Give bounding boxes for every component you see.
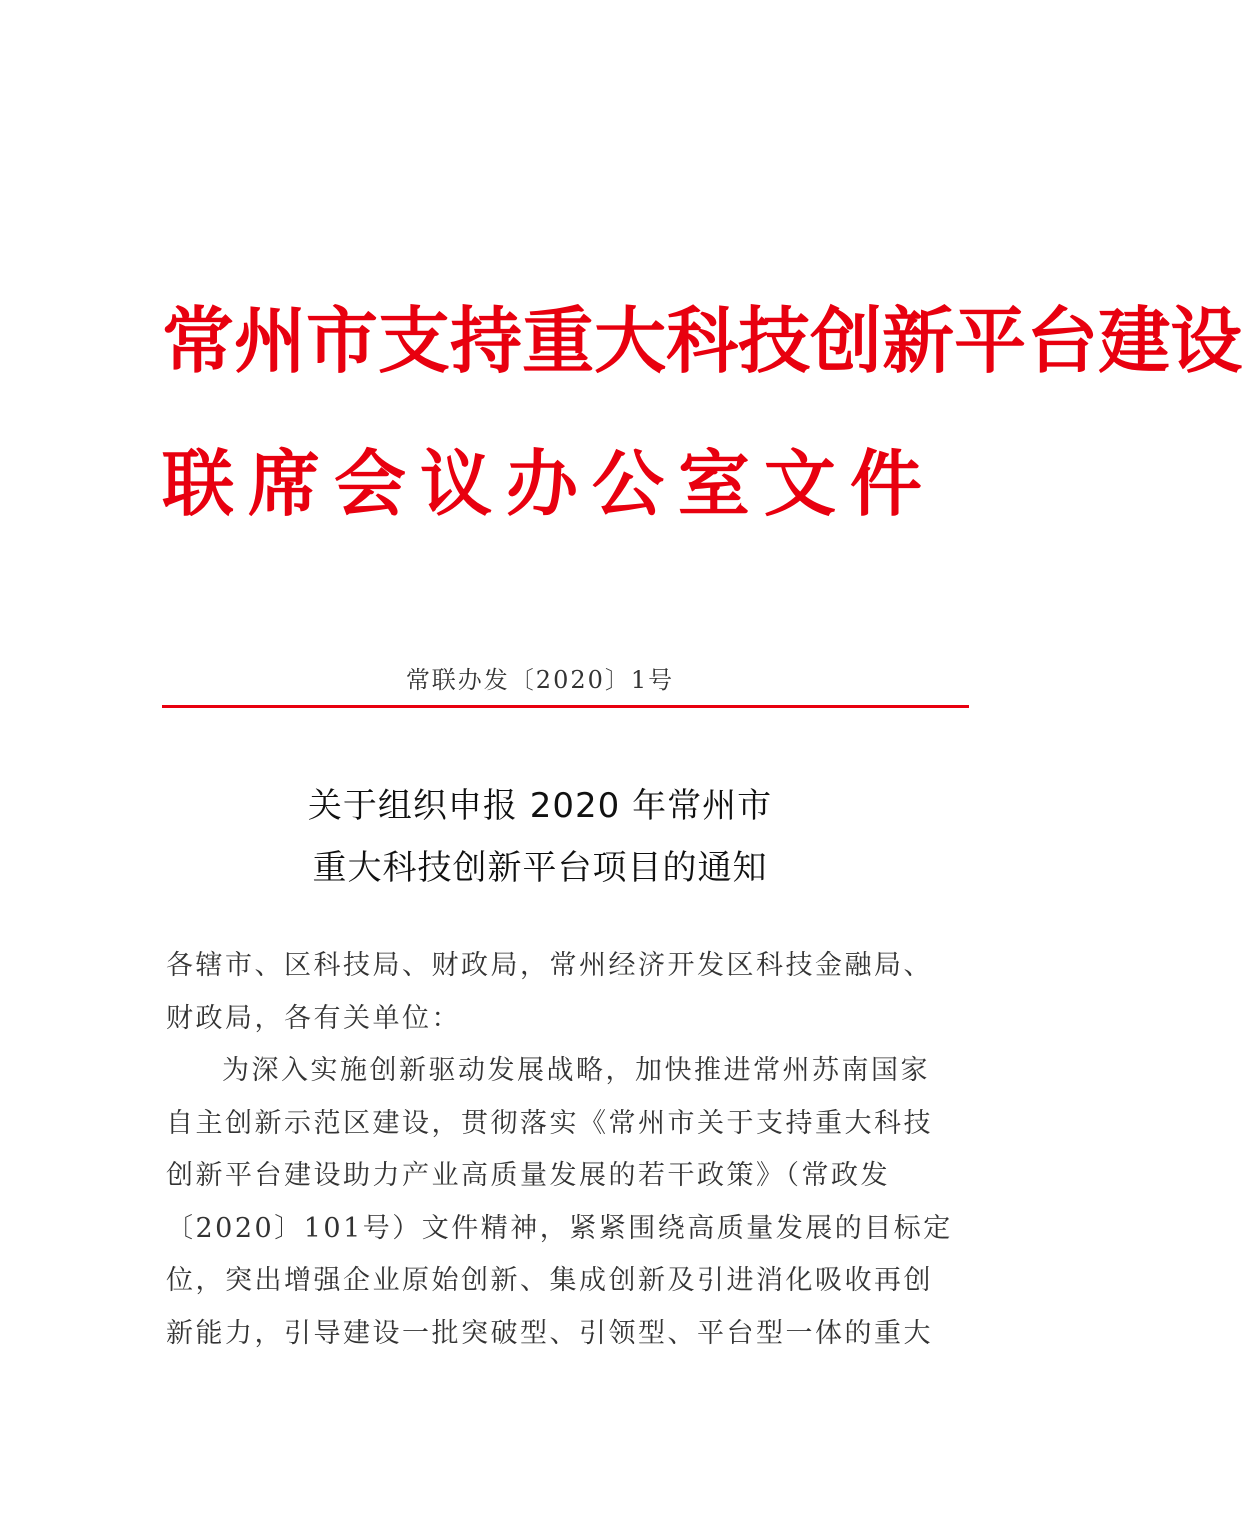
document-title-line-1: 关于组织申报 2020 年常州市 — [307, 786, 773, 826]
paragraph-line: 新能力，引导建设一批突破型、引领型、平台型一体的重大 — [166, 1317, 933, 1349]
salutation — [166, 940, 933, 1045]
document-title-line-2: 重大科技创新平台项目的通知 — [312, 848, 768, 888]
salutation-line: 各辖市、区科技局、财政局，常州经济开发区科技金融局、 — [166, 950, 933, 981]
red-divider-line — [162, 705, 969, 708]
paragraph-line: 位，突出增强企业原始创新、集成创新及引进消化吸收再创 — [166, 1265, 933, 1296]
salutation-line: 财政局，各有关单位： — [166, 1002, 461, 1034]
body-paragraph — [166, 1045, 953, 1360]
paragraph-line: 创新平台建设助力产业高质量发展的若干政策》（常政发 — [166, 1160, 890, 1191]
paragraph-line: 自主创新示范区建设，贯彻落实《常州市关于支持重大科技 — [166, 1107, 933, 1139]
paragraph-line: 为深入实施创新驱动发展战略，加快推进常州苏南国家 — [222, 1055, 930, 1086]
paragraph-line: 〔2020〕101号）文件精神，紧紧围绕高质量发展的目标定 — [166, 1212, 953, 1244]
masthead-line-2: 联 席 会 议 办 公 室 文 件 — [162, 442, 922, 526]
masthead-line-1: 常 州 市 支 持 重 大 科 技 创 新 平 台 建 设 — [162, 299, 1242, 383]
document-number: 常联办发〔2020〕1号 — [405, 666, 675, 694]
